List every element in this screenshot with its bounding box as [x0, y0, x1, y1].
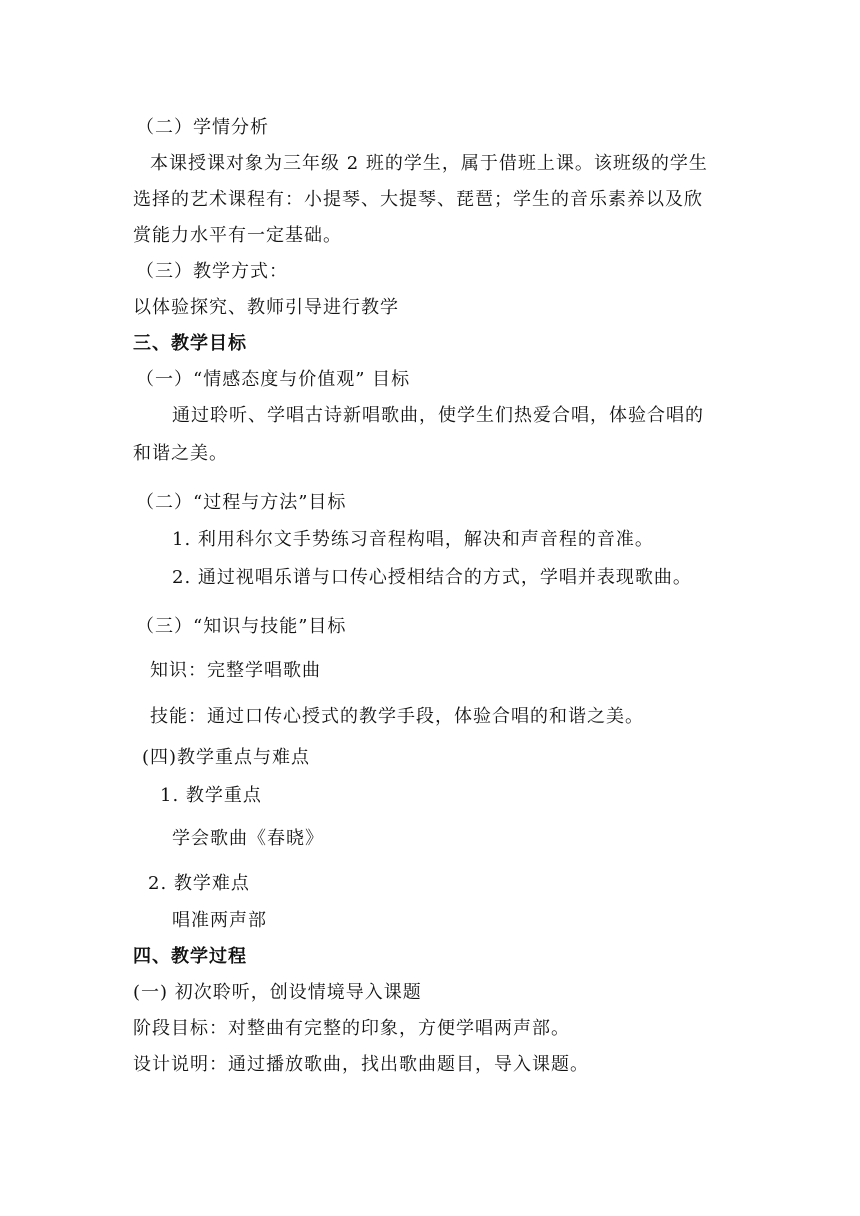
section-4-heading: 四、教学过程: [133, 946, 247, 967]
goal-3-skill: 技能：通过口传心授式的教学手段，体验合唱的和谐之美。: [150, 706, 644, 727]
section-3-heading: 三、教学目标: [133, 333, 247, 354]
goal-2-item-2: 2. 通过视唱乐谱与口传心授相结合的方式，学唱并表现歌曲。: [172, 567, 692, 588]
difficulty-text: 唱准两声部: [172, 910, 267, 931]
goal-1-line-1: 通过聆听、学唱古诗新唱歌曲，使学生们热爱合唱，体验合唱的: [172, 405, 704, 426]
goal-3-heading: （三）“知识与技能”目标: [136, 616, 347, 637]
goal-2-heading: （二）“过程与方法”目标: [136, 492, 347, 513]
teaching-method-heading: （三）教学方式：: [136, 261, 288, 282]
learning-analysis-heading: （二）学情分析: [136, 117, 269, 138]
step-1-heading: (一) 初次聆听，创设情境导入课题: [133, 982, 422, 1003]
difficulty-label: 2. 教学难点: [148, 873, 250, 894]
goal-1-line-2: 和谐之美。: [133, 443, 228, 464]
goal-3-knowledge: 知识：完整学唱歌曲: [150, 660, 321, 681]
learning-analysis-line-2: 选择的艺术课程有：小提琴、大提琴、琵琶；学生的音乐素养以及欣: [133, 189, 703, 210]
teaching-method-text: 以体验探究、教师引导进行教学: [133, 297, 399, 318]
goal-2-item-1: 1. 利用科尔文手势练习音程构唱，解决和声音程的音准。: [172, 529, 654, 550]
learning-analysis-line-1: 本课授课对象为三年级 2 班的学生，属于借班上课。该班级的学生: [150, 153, 708, 174]
learning-analysis-line-3: 赏能力水平有一定基础。: [133, 225, 342, 246]
key-point-label: 1. 教学重点: [160, 785, 262, 806]
key-difficulty-heading: (四)教学重点与难点: [142, 747, 311, 768]
goal-1-heading: （一）“情感态度与价值观” 目标: [136, 369, 411, 390]
step-1-goal: 阶段目标：对整曲有完整的印象，方便学唱两声部。: [133, 1018, 570, 1039]
step-1-design: 设计说明：通过播放歌曲，找出歌曲题目，导入课题。: [133, 1054, 589, 1075]
key-point-text: 学会歌曲《春晓》: [172, 828, 324, 849]
